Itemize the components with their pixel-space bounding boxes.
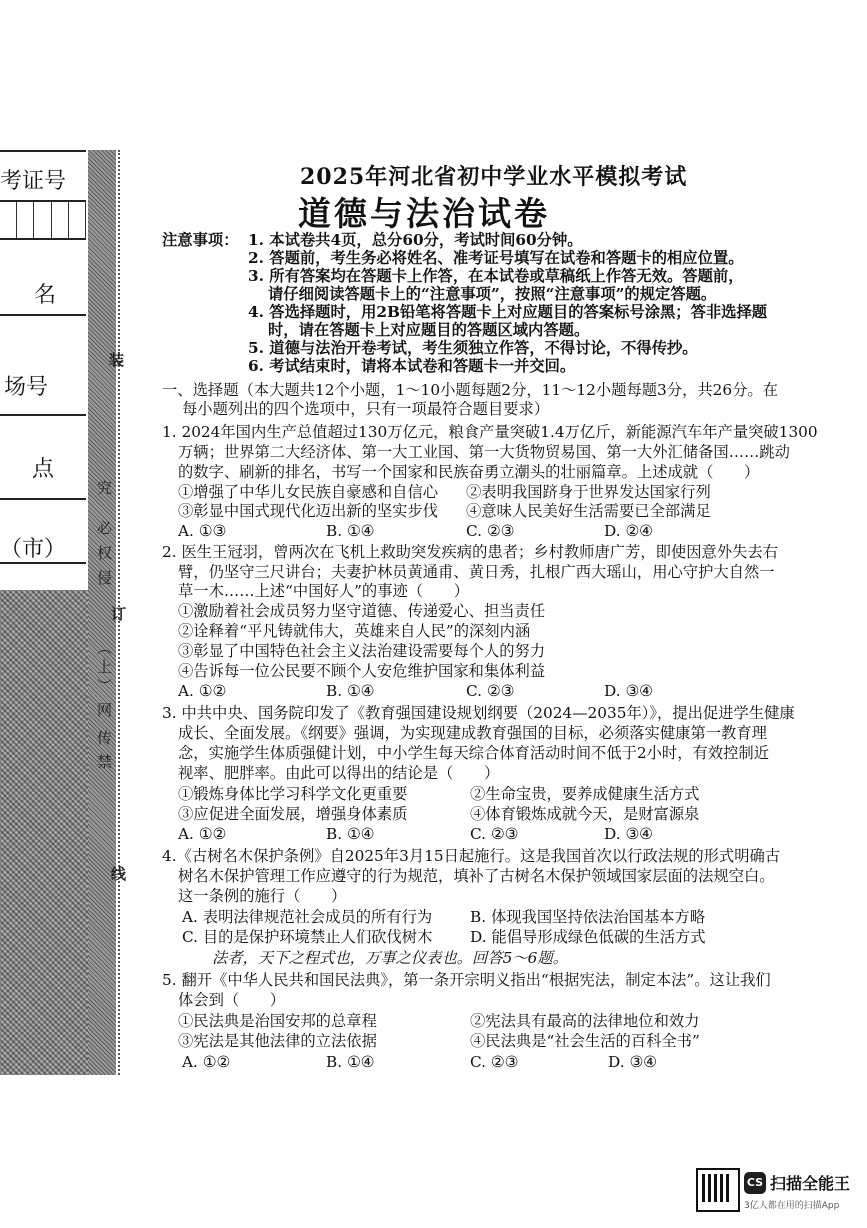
binding-text-wang: 网: [95, 702, 113, 721]
q4-option-b: B. 体现我国坚持依法治国基本方略: [470, 908, 706, 926]
q3-option-c: C. ②③: [470, 825, 519, 843]
binding-text-bi: 必: [95, 520, 113, 539]
q2-option-c: C. ②③: [466, 682, 515, 700]
room-label: 场号: [4, 375, 49, 400]
binding-text-jin: 禁: [95, 754, 113, 773]
section1-heading: 一、选择题（本大题共12个小题，1～10小题每题2分，11～12小题每题3分，共26分。在: [162, 381, 779, 399]
q5-statement-4: ④民法典是“社会生活的百科全书”: [470, 1032, 700, 1050]
note-6: 6. 考试结束时，请将本试卷和答题卡一并交回。: [248, 357, 576, 375]
exam-subject: 道德与法治试卷: [298, 194, 550, 233]
note-3: 3. 所有答案均在答题卡上作答，在本试卷或草稿纸上作答无效。答题前，: [248, 267, 744, 285]
binding-text-jiu: 究: [95, 480, 113, 499]
q5-option-d: D. ③④: [608, 1053, 657, 1071]
q1-statement-2: ②表明我国跻身于世界发达国家行列: [466, 483, 711, 501]
binding-row-name: [0, 240, 86, 316]
name-label: 名: [34, 283, 57, 308]
q2-statement-2: ②诠释着“平凡铸就伟大，英雄来自人民”的深刻内涵: [178, 622, 531, 640]
q1-option-d: D. ②④: [604, 522, 653, 540]
q1-statement-1: ①增强了中华儿女民族自豪感和自信心: [178, 483, 439, 501]
binding-text-quan: 权: [95, 545, 113, 564]
q3-line-4: 视率、肥胖率。由此可以得出的结论是（ ）: [178, 764, 500, 782]
q3-statement-3: ③应促进全面发展，增强身体素质: [178, 805, 408, 823]
q2-line-3: 草一木……上述“中国好人”的事迹（ ）: [178, 582, 469, 600]
q2-option-a: A. ①②: [178, 682, 227, 700]
q1-statement-3: ③彰显中国式现代化迈出新的坚实步伐: [178, 502, 439, 520]
q2-option-b: B. ①④: [326, 682, 375, 700]
q5-option-b: B. ①④: [326, 1053, 375, 1071]
camscanner-app-name: 扫描全能王: [770, 1174, 851, 1193]
q2-statement-1: ①激励着社会成员努力坚守道德、传递爱心、担当责任: [178, 602, 546, 620]
q2-statement-4: ④告诉每一位公民要不顾个人安危维护国家和集体利益: [178, 662, 546, 680]
q4-line-2: 树名木保护管理工作应遵守的行为规范，填补了古树名木保护领域国家层面的法规空白。: [178, 867, 775, 885]
binding-row-city: [0, 502, 86, 564]
site-label: 点: [32, 457, 55, 482]
binding-text-xian: 线: [109, 866, 127, 885]
q3-option-b: B. ①④: [326, 825, 375, 843]
q5-line-2: 体会到（ ）: [178, 991, 286, 1009]
q4-option-c: C. 目的是保护环境禁止人们砍伐树木: [182, 928, 433, 946]
q4-line-3: 这一条例的施行（ ）: [178, 887, 347, 905]
camscanner-logo-icon: CS: [744, 1172, 766, 1194]
binding-info-table: [0, 150, 86, 592]
q5-6-quote: 法者，天下之程式也，万事之仪表也。回答5～6题。: [212, 949, 568, 967]
q3-option-a: A. ①②: [178, 825, 227, 843]
q1-option-a: A. ①③: [178, 522, 227, 540]
q1-statement-4: ④意味人民美好生活需要已全部满足: [466, 502, 711, 520]
q2-line-1: 2. 医生王冠羽，曾两次在飞机上救助突发疾病的患者；乡村教师唐广芳，即使因意外失去右: [162, 543, 779, 561]
qr-code-pattern: [702, 1174, 730, 1202]
q5-option-a: A. ①②: [182, 1053, 231, 1071]
city-label: （市）: [0, 537, 67, 562]
exam-number-label: 考证号: [0, 169, 67, 194]
q4-line-1: 4.《古树名木保护条例》自2025年3月15日起施行。这是我国首次以行政法规的形式明确古: [162, 847, 781, 865]
note-5: 5. 道德与法治开卷考试，考生须独立作答，不得讨论，不得传抄。: [248, 339, 698, 357]
q5-statement-1: ①民法典是治国安邦的总章程: [178, 1012, 377, 1030]
note-4: 4. 答选择题时，用2B铅笔将答题卡上对应题目的答案标号涂黑；答非选择题: [248, 303, 768, 321]
q2-option-d: D. ③④: [604, 682, 653, 700]
binding-text-qin: 侵: [95, 570, 113, 589]
binding-row-exam-number: [0, 152, 86, 202]
q5-statement-3: ③宪法是其他法律的立法依据: [178, 1032, 377, 1050]
binding-shade: [0, 590, 92, 1075]
q1-line-2: 万辆；世界第二大经济体、第一大工业国、第一大货物贸易国、第一大外汇储备国……跳动: [178, 443, 790, 461]
binding-text-zhuang: 装: [107, 352, 125, 371]
note-2: 2. 答题前，考生务必将姓名、准考证号填写在试卷和答题卡的相应位置。: [248, 249, 744, 267]
q1-option-b: B. ①④: [326, 522, 375, 540]
binding-text-ding: 订: [109, 606, 127, 625]
note-3-cont: 请仔细阅读答题卡上的“注意事项”，按照“注意事项”的规定答题。: [268, 285, 717, 303]
binding-text-shang: （上）: [95, 640, 113, 697]
q5-statement-2: ②宪法具有最高的法律地位和效力: [470, 1012, 700, 1030]
binding-row-room: [0, 318, 86, 416]
q5-line-1: 5. 翻开《中华人民共和国民法典》，第一条开宗明义指出“根据宪法，制定本法”。这让我们: [162, 971, 771, 989]
exam-title: 2025年河北省初中学业水平模拟考试: [300, 164, 688, 190]
q2-statement-3: ③彰显了中国特色社会主义法治建设需要每个人的努力: [178, 642, 546, 660]
q4-option-a: A. 表明法律规范社会成员的所有行为: [182, 908, 433, 926]
camscanner-slogan: 3亿人都在用的扫描App: [744, 1201, 840, 1211]
note-4-cont: 时，请在答题卡上对应题目的答题区域内答题。: [268, 321, 590, 339]
note-1: 1. 本试卷共4页，总分60分，考试时间60分钟。: [248, 231, 583, 249]
q4-option-d: D. 能倡导形成绿色低碳的生活方式: [470, 928, 706, 946]
notes-label: 注意事项：: [162, 231, 239, 249]
q5-option-c: C. ②③: [470, 1053, 519, 1071]
q2-line-2: 臂，仍坚守三尺讲台；夫妻护林员黄通甫、黄日秀，扎根广西大瑶山，用心守护大自然一: [178, 563, 775, 581]
binding-text-chuan: 传: [95, 730, 113, 749]
q1-option-c: C. ②③: [466, 522, 515, 540]
q3-line-2: 成长、全面发展。《纲要》强调，为实现建成教育强国的目标，必须落实健康第一教育理: [178, 724, 767, 742]
q3-statement-2: ②生命宝贵，要养成健康生活方式: [470, 785, 700, 803]
q3-statement-1: ①锻炼身体比学习科学文化更重要: [178, 785, 408, 803]
q3-statement-4: ④体育锻炼成就今天，是财富源泉: [470, 805, 700, 823]
q3-line-3: 念，实施学生体质强健计划，中小学生每天综合体育活动时间不低于2小时，有效控制近: [178, 744, 770, 762]
q3-option-d: D. ③④: [604, 825, 653, 843]
exam-number-grid: [0, 202, 86, 240]
q1-line-1: 1. 2024年国内生产总值超过130万亿元，粮食产量突破1.4万亿斤，新能源汽车年产量突破1300: [162, 423, 818, 441]
binding-row-site: [0, 416, 86, 500]
q3-line-1: 3. 中共中央、国务院印发了《教育强国建设规划纲要（2024—2035年）》，提出促进学生健康: [162, 704, 795, 722]
q1-line-3: 的数字、刷新的排名，书写一个国家和民族奋勇立潮头的壮丽篇章。上述成就（ ）: [178, 463, 760, 481]
section1-heading-cont: 每小题列出的四个选项中，只有一项最符合题目要求）: [182, 400, 550, 418]
